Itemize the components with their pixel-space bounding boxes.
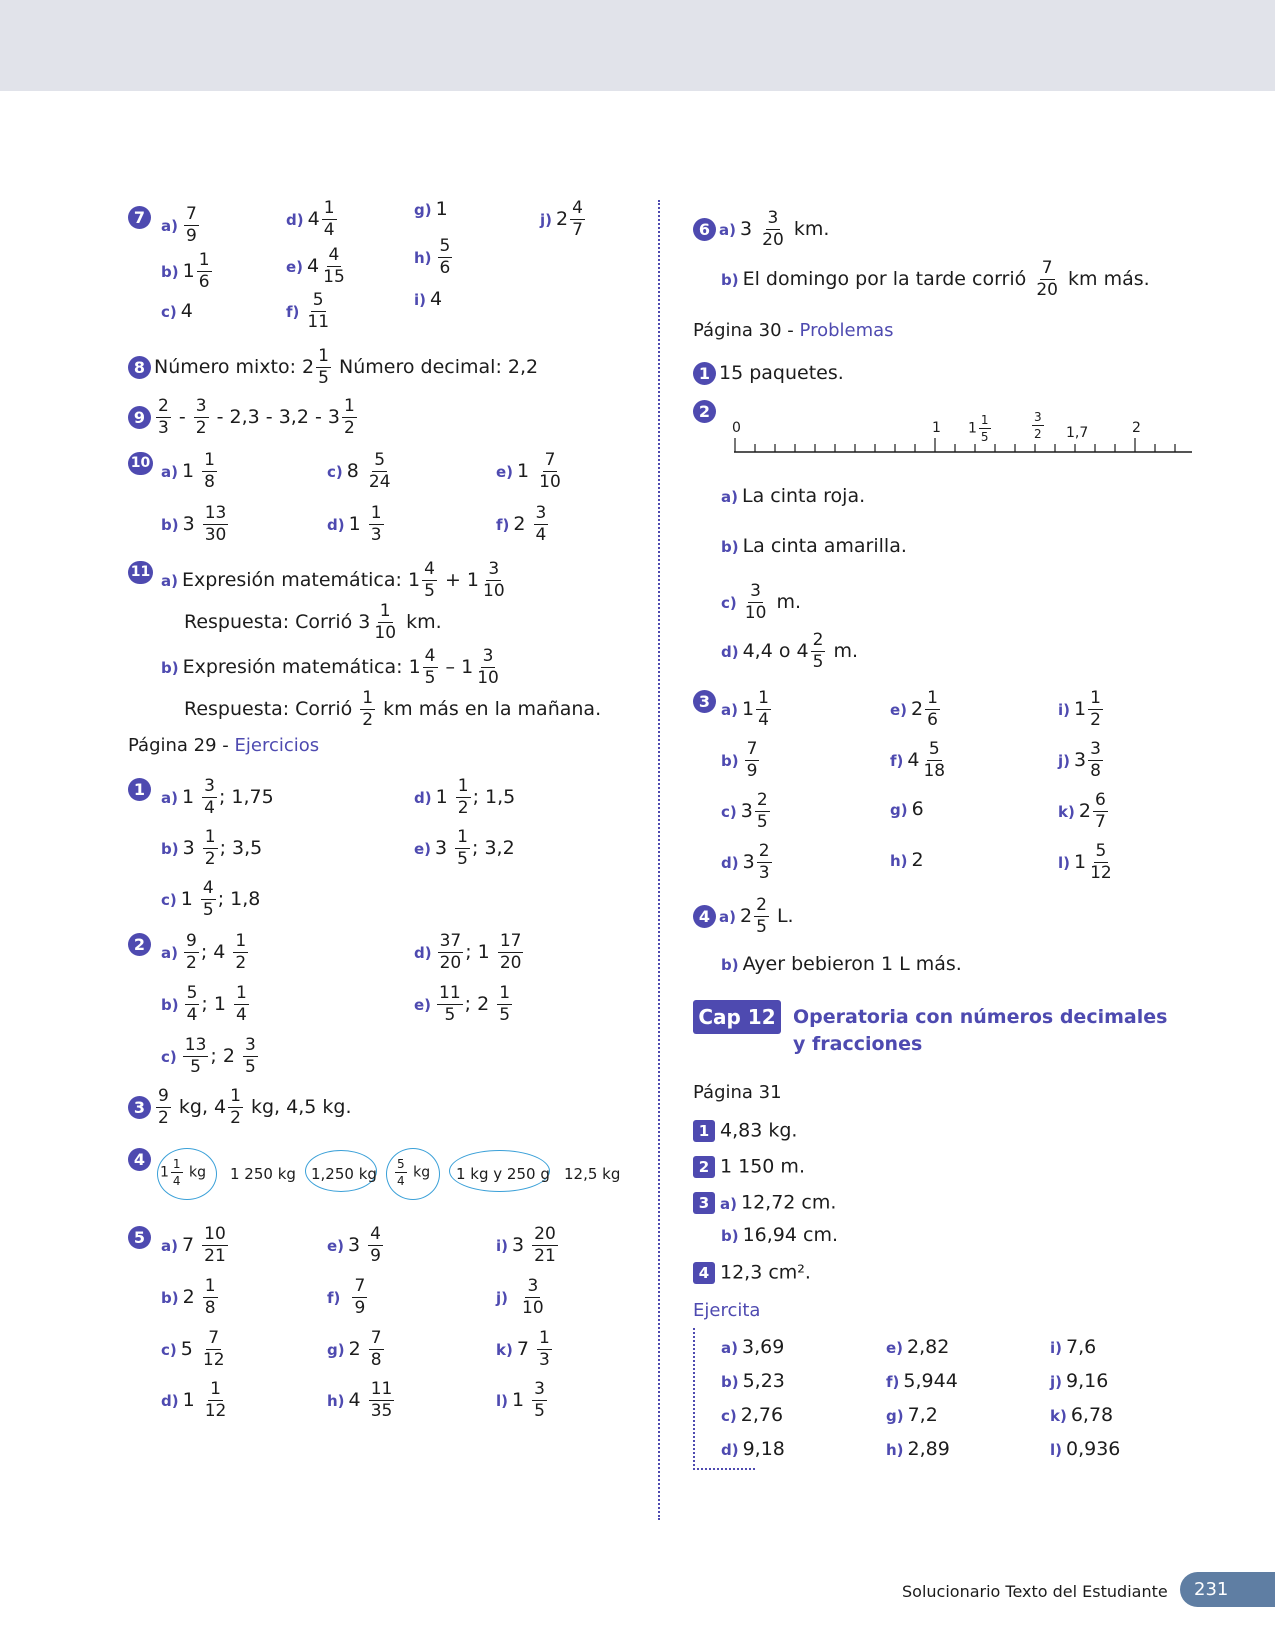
e5-c: c) 5 $\frac{7}{12}$ — [161, 1328, 225, 1370]
e4-item-5: 1 kg y 250 g — [456, 1165, 550, 1183]
e5-a: a) 7 $\frac{10}{21}$ — [161, 1224, 226, 1266]
pr2-d: d) 4,4 o 4 $\frac{2}{5}$ m. — [721, 630, 859, 672]
column-divider — [658, 200, 660, 1520]
chapter-badge: Cap 12 — [693, 1000, 781, 1034]
pr3-h: h) 2 — [890, 849, 924, 871]
page30-heading: Página 30 - Problemas — [693, 320, 894, 341]
q7-g: g) 1 — [414, 198, 448, 220]
ruler-label-1-1-5: 1 $\frac{1}{5}$ — [968, 413, 989, 444]
e2-a: a) $\frac{9}{2}$ ; 4 $\frac{1}{2}$ — [161, 931, 247, 973]
e4-number: 4 — [128, 1148, 154, 1171]
e5-g: g) 2 $\frac{7}{8}$ — [327, 1328, 382, 1370]
page31-heading: Página 31 — [693, 1082, 782, 1103]
q7-f: f) $\frac{5}{11}$ — [286, 290, 330, 332]
q10-d: d) 1 $\frac{1}{3}$ — [327, 503, 382, 545]
q7-i: i) 4 — [414, 288, 443, 310]
e1-d: d) 1 $\frac{1}{2}$ ; 1,5 — [414, 776, 516, 818]
q10-a: a) 1 $\frac{1}{8}$ — [161, 450, 215, 492]
ej-a: a) 3,69 — [721, 1336, 785, 1358]
q7-number: 7 — [128, 206, 154, 229]
q8: 8 Número mixto: 2 $\frac{1}{5}$ Número decimal: 2,2 — [128, 348, 538, 387]
pr3-f: f) 4 $\frac{5}{18}$ — [890, 739, 946, 781]
pr3-b: b) $\frac{7}{9}$ — [721, 739, 758, 781]
ej-j: j) 9,16 — [1050, 1370, 1109, 1392]
q11-b-answer: Respuesta: Corrió $\frac{1}{2}$ km más en la mañana. — [184, 688, 602, 730]
e5-k: k) 7 $\frac{1}{3}$ — [496, 1328, 550, 1370]
e5-l: l) 1 $\frac{3}{5}$ — [496, 1379, 545, 1421]
ej-k: k) 6,78 — [1050, 1404, 1114, 1426]
number-line-ticks — [735, 438, 1175, 452]
e1-e: e) 3 $\frac{1}{5}$ ; 3,2 — [414, 827, 515, 869]
e1-a: a) 1 $\frac{3}{4}$ ; 1,75 — [161, 776, 274, 818]
p31-item-1: 1 4,83 kg. — [693, 1120, 797, 1142]
q11-a-expr: a) Expresión matemática: 1 $\frac{4}{5}$ + 1 $\frac{3}{10}$ — [161, 559, 505, 601]
pr3-g: g) 6 — [890, 798, 924, 820]
p31-item-3b: b) 16,94 cm. — [721, 1224, 839, 1246]
q7-e: e) 4 $\frac{4}{15}$ — [286, 245, 345, 287]
ruler-label-0: 0 — [732, 420, 741, 436]
ruler-label-3-2: $\frac{3}{2}$ — [1034, 410, 1042, 441]
q7-h: h) $\frac{5}{6}$ — [414, 236, 451, 278]
pr3-a: a) 1 $\frac{1}{4}$ — [721, 688, 769, 730]
q10-e: e) 1 $\frac{7}{10}$ — [496, 450, 561, 492]
e2-b: b) $\frac{5}{4}$ ; 1 $\frac{1}{4}$ — [161, 983, 247, 1025]
pr3-l: l) 1 $\frac{5}{12}$ — [1058, 841, 1112, 883]
e5-f: f) $\frac{7}{9}$ — [327, 1276, 366, 1318]
e5-number: 5 — [128, 1226, 154, 1249]
e4-item-2: 1 250 kg — [230, 1165, 296, 1183]
q10-f: f) 2 $\frac{3}{4}$ — [496, 503, 547, 545]
ruler-label-2: 2 — [1132, 420, 1141, 436]
e5-d: d) 1 $\frac{1}{12}$ — [161, 1379, 227, 1421]
e1-b: b) 3 $\frac{1}{2}$ ; 3,5 — [161, 827, 263, 869]
e4-item-1: 1 $\frac{1}{4}$ kg — [160, 1157, 207, 1188]
q10-c: c) 8 $\frac{5}{24}$ — [327, 450, 391, 492]
pr3-e: e) 2 $\frac{1}{6}$ — [890, 688, 938, 730]
top-band — [0, 0, 1275, 91]
ej-b: b) 5,23 — [721, 1370, 785, 1392]
p31-item-2: 2 1 150 m. — [693, 1156, 805, 1178]
e1-c: c) 1 $\frac{4}{5}$ ; 1,8 — [161, 878, 261, 920]
pr2-c: c) $\frac{3}{10}$ m. — [721, 581, 801, 623]
e2-d: d) $\frac{37}{20}$ ; 1 $\frac{17}{20}$ — [414, 931, 522, 973]
pr1: 1 15 paquetes. — [693, 362, 844, 385]
e2-c: c) $\frac{13}{5}$ ; 2 $\frac{3}{5}$ — [161, 1035, 256, 1077]
e4-item-6: 12,5 kg — [564, 1165, 621, 1183]
ej-g: g) 7,2 — [886, 1404, 938, 1426]
e6-b: b) El domingo por la tarde corrió $\frac{7}{20}$ km más. — [721, 258, 1150, 300]
e4-item-4: $\frac{5}{4}$ kg — [397, 1157, 431, 1188]
q9: 9 $\frac{2}{3}$ - $\frac{3}{2}$ - 2,3 - 3,2 - 3 $\frac{1}{2}$ — [128, 398, 359, 437]
e4-item-3: 1,250 kg — [311, 1165, 377, 1183]
q10-b: b) 3 $\frac{13}{30}$ — [161, 503, 227, 545]
p31-item-4: 4 12,3 cm². — [693, 1262, 811, 1284]
ruler-label-1: 1 — [932, 420, 941, 436]
q7-j: j) 2 $\frac{4}{7}$ — [540, 198, 583, 240]
pr2-a: a) La cinta roja. — [721, 485, 866, 507]
pr3-i: i) 1 $\frac{1}{2}$ — [1058, 688, 1101, 730]
q11-a-answer: Respuesta: Corrió 3 $\frac{1}{10}$ km. — [184, 601, 442, 643]
pr2-b: b) La cinta amarilla. — [721, 535, 907, 557]
q7-a: a) $\frac{7}{9}$ — [161, 204, 197, 246]
e5-i: i) 3 $\frac{20}{21}$ — [496, 1224, 556, 1266]
page29-heading: Página 29 - Ejercicios — [128, 735, 320, 756]
page-number: 231 — [1180, 1572, 1275, 1607]
pr3-c: c) 3 $\frac{2}{5}$ — [721, 790, 768, 832]
footer-text: Solucionario Texto del Estudiante — [902, 1582, 1168, 1601]
e3: 3 $\frac{9}{2}$ kg, 4 $\frac{1}{2}$ kg, 4,5 kg. — [128, 1088, 352, 1127]
e6-a: 6 a) 3 $\frac{3}{20}$ km. — [693, 210, 829, 249]
ejercita-heading: Ejercita — [693, 1300, 761, 1321]
pr4-a: 4 a) 2 $\frac{2}{5}$ L. — [693, 897, 794, 936]
pr3-d: d) 3 $\frac{2}{3}$ — [721, 841, 770, 883]
e2-number: 2 — [128, 933, 154, 956]
q7-c: c) 4 — [161, 300, 193, 322]
e1-number: 1 — [128, 778, 154, 801]
pr4-b: b) Ayer bebieron 1 L más. — [721, 953, 962, 975]
ej-d: d) 9,18 — [721, 1438, 785, 1460]
q7-d: d) 4 $\frac{1}{4}$ — [286, 198, 335, 240]
q7-b: b) 1 $\frac{1}{6}$ — [161, 250, 210, 292]
e5-b: b) 2 $\frac{1}{8}$ — [161, 1276, 216, 1318]
q11-number: 11 — [128, 561, 156, 584]
q11-b-expr: b) Expresión matemática: 1 $\frac{4}{5}$ – 1 $\frac{3}{10}$ — [161, 646, 499, 688]
p31-item-3a: 3 a) 12,72 cm. — [693, 1192, 836, 1214]
ej-e: e) 2,82 — [886, 1336, 950, 1358]
e5-j: j) $\frac{3}{10}$ — [496, 1276, 544, 1318]
e5-e: e) 3 $\frac{4}{9}$ — [327, 1224, 381, 1266]
q10-number: 10 — [128, 452, 156, 475]
pr3-k: k) 2 $\frac{6}{7}$ — [1058, 790, 1106, 832]
number-line — [734, 438, 1194, 456]
ej-l: l) 0,936 — [1050, 1438, 1121, 1460]
e5-h: h) 4 $\frac{11}{35}$ — [327, 1379, 393, 1421]
pr3-number: 3 — [693, 690, 719, 713]
e2-e: e) $\frac{11}{5}$ ; 2 $\frac{1}{5}$ — [414, 983, 511, 1025]
ej-h: h) 2,89 — [886, 1438, 950, 1460]
chapter-title: Operatoria con números decimales y fracciones — [793, 1006, 1168, 1055]
pr3-j: j) 3 $\frac{3}{8}$ — [1058, 739, 1101, 781]
ruler-label-1-7: 1,7 — [1066, 425, 1089, 441]
ej-f: f) 5,944 — [886, 1370, 958, 1392]
pr2-number: 2 — [693, 400, 719, 423]
ej-i: i) 7,6 — [1050, 1336, 1097, 1358]
ej-c: c) 2,76 — [721, 1404, 784, 1426]
